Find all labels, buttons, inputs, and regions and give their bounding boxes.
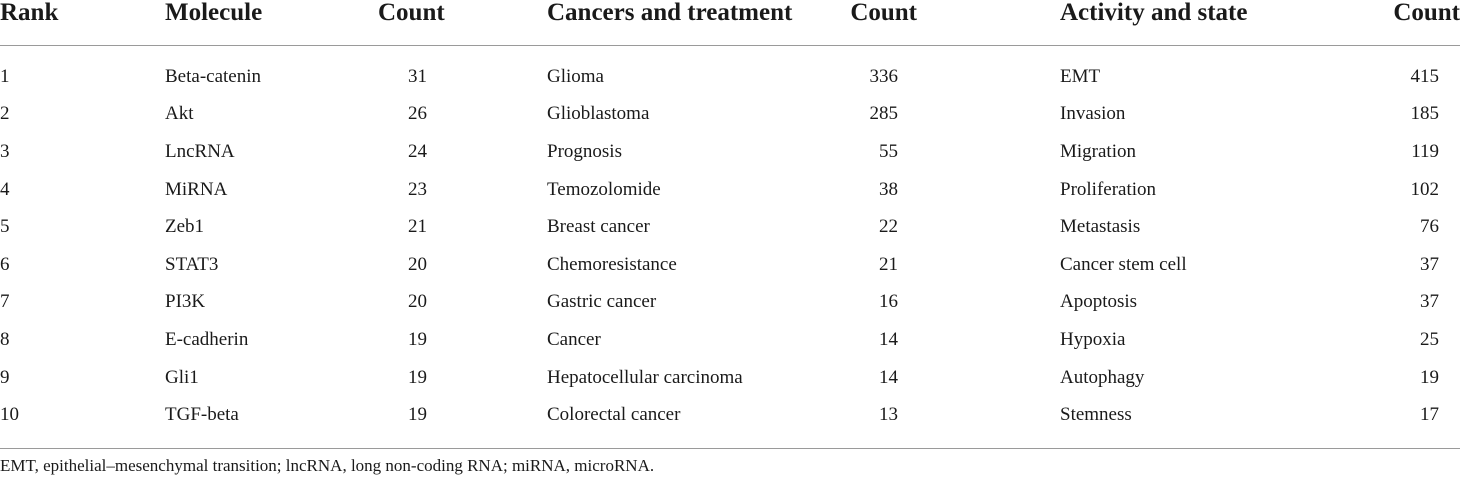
cell-cancer-treatment: Chemoresistance	[547, 253, 677, 275]
cell-molecule-count: 19	[408, 366, 427, 388]
cell-cancer-treatment: Breast cancer	[547, 216, 650, 238]
cell-molecule: Gli1	[165, 366, 199, 388]
header-activity-state: Activity and state	[1060, 0, 1300, 46]
cell-molecule-count: 24	[408, 140, 427, 162]
cell-activity-state: Apoptosis	[1060, 291, 1138, 313]
cell-activity-state: Autophagy	[1060, 366, 1145, 388]
cell-rank: 9	[0, 366, 10, 388]
cell-gap	[937, 96, 1060, 134]
header-cancers-treatment: Cancers and treatment	[547, 0, 837, 46]
table-body	[0, 46, 1460, 449]
cell-gap	[442, 321, 547, 359]
cell-gap	[442, 171, 547, 209]
cell-cancer-treatment: Glioblastoma	[547, 103, 650, 125]
cell-molecule: PI3K	[165, 291, 206, 313]
table-row	[0, 133, 1460, 171]
header-cancers-count: Count	[837, 0, 937, 46]
cell-cancer-treatment: Gastric cancer	[547, 291, 657, 313]
cell-rank: 10	[0, 404, 19, 426]
cell-rank: 6	[0, 253, 10, 275]
cell-activity-state: Hypoxia	[1060, 328, 1126, 350]
header-activity-count: Count	[1300, 0, 1460, 46]
cell-cancer-count: 21	[879, 253, 898, 275]
cell-cancer-treatment: Prognosis	[547, 140, 622, 162]
cell-rank: 3	[0, 140, 10, 162]
table-row	[0, 96, 1460, 134]
cell-molecule: E-cadherin	[165, 328, 249, 350]
cell-cancer-treatment: Colorectal cancer	[547, 404, 681, 426]
cell-activity-state: Stemness	[1060, 404, 1132, 426]
cell-gap	[937, 284, 1060, 322]
cell-gap	[442, 96, 547, 134]
cell-molecule: Akt	[165, 103, 194, 125]
cell-rank: 2	[0, 103, 10, 125]
table-row	[0, 284, 1460, 322]
table-row	[0, 396, 1460, 434]
cell-activity-count: 102	[1410, 178, 1439, 200]
cell-activity-count: 37	[1420, 291, 1439, 313]
cell-cancer-treatment: Temozolomide	[547, 178, 661, 200]
cell-rank: 4	[0, 178, 10, 200]
cell-molecule: MiRNA	[165, 178, 228, 200]
table-footnote: EMT, epithelial–mesenchymal transition; lncRNA, long non-coding RNA; miRNA, microRNA.	[0, 456, 655, 475]
table-row	[0, 171, 1460, 209]
cell-activity-state: Cancer stem cell	[1060, 253, 1187, 275]
table-header	[0, 0, 1460, 46]
cell-gap	[442, 58, 547, 96]
cell-gap	[937, 208, 1060, 246]
cell-molecule: STAT3	[165, 253, 219, 275]
table-row	[0, 359, 1460, 397]
cell-molecule-count: 20	[408, 291, 427, 313]
cell-gap	[937, 133, 1060, 171]
cell-cancer-count: 14	[879, 366, 898, 388]
cell-cancer-treatment: Hepatocellular carcinoma	[547, 366, 743, 388]
cell-activity-state: Proliferation	[1060, 178, 1157, 200]
table-row	[0, 321, 1460, 359]
cell-activity-count: 119	[1411, 140, 1439, 162]
cell-rank: 7	[0, 291, 10, 313]
cell-molecule-count: 23	[408, 178, 427, 200]
cell-molecule: LncRNA	[165, 140, 235, 162]
cell-molecule: TGF-beta	[165, 404, 239, 426]
header-molecule: Molecule	[165, 0, 372, 46]
cell-gap	[937, 58, 1060, 96]
cell-gap	[442, 284, 547, 322]
header-row	[0, 0, 1460, 46]
cell-molecule-count: 20	[408, 253, 427, 275]
spacer-row	[0, 46, 1460, 59]
cell-cancer-count: 285	[869, 103, 898, 125]
cell-molecule-count: 26	[408, 103, 427, 125]
cell-molecule: Beta-catenin	[165, 65, 262, 87]
cell-cancer-treatment: Glioma	[547, 65, 604, 87]
cell-molecule-count: 31	[408, 65, 427, 87]
cell-molecule-count: 19	[408, 404, 427, 426]
cell-activity-count: 185	[1410, 103, 1439, 125]
cell-rank: 8	[0, 328, 10, 350]
cell-molecule: Zeb1	[165, 216, 205, 238]
cell-gap	[937, 396, 1060, 434]
header-gap	[937, 0, 1060, 46]
cell-gap	[937, 246, 1060, 284]
cell-activity-state: Migration	[1060, 140, 1136, 162]
cell-activity-state: EMT	[1060, 65, 1101, 87]
cell-cancer-count: 336	[869, 65, 898, 87]
cell-activity-state: Metastasis	[1060, 216, 1141, 238]
cell-cancer-treatment: Cancer	[547, 328, 601, 350]
cell-gap	[442, 246, 547, 284]
cell-rank: 1	[0, 65, 10, 87]
cell-rank: 5	[0, 216, 10, 238]
cell-molecule-count: 21	[408, 216, 427, 238]
cell-gap	[442, 396, 547, 434]
cell-cancer-count: 14	[879, 328, 898, 350]
cell-molecule-count: 19	[408, 328, 427, 350]
cell-gap	[442, 208, 547, 246]
header-molecule-count: Count	[372, 0, 547, 46]
cell-cancer-count: 22	[879, 216, 898, 238]
table-row	[0, 208, 1460, 246]
table-bottom-rule	[0, 434, 1460, 449]
cell-activity-count: 25	[1420, 328, 1439, 350]
cell-gap	[442, 359, 547, 397]
cell-gap	[937, 359, 1060, 397]
cell-gap	[937, 171, 1060, 209]
cell-activity-count: 37	[1420, 253, 1439, 275]
header-rank: Rank	[0, 0, 165, 46]
cell-activity-count: 415	[1410, 65, 1439, 87]
table-row	[0, 58, 1460, 96]
cell-activity-count: 76	[1420, 216, 1439, 238]
cell-activity-count: 17	[1420, 404, 1439, 426]
cell-cancer-count: 55	[879, 140, 898, 162]
cell-gap	[937, 321, 1060, 359]
cell-gap	[442, 133, 547, 171]
cell-cancer-count: 16	[879, 291, 898, 313]
cell-activity-state: Invasion	[1060, 103, 1126, 125]
table-row	[0, 246, 1460, 284]
cell-cancer-count: 13	[879, 404, 898, 426]
cell-cancer-count: 38	[879, 178, 898, 200]
cell-activity-count: 19	[1420, 366, 1439, 388]
